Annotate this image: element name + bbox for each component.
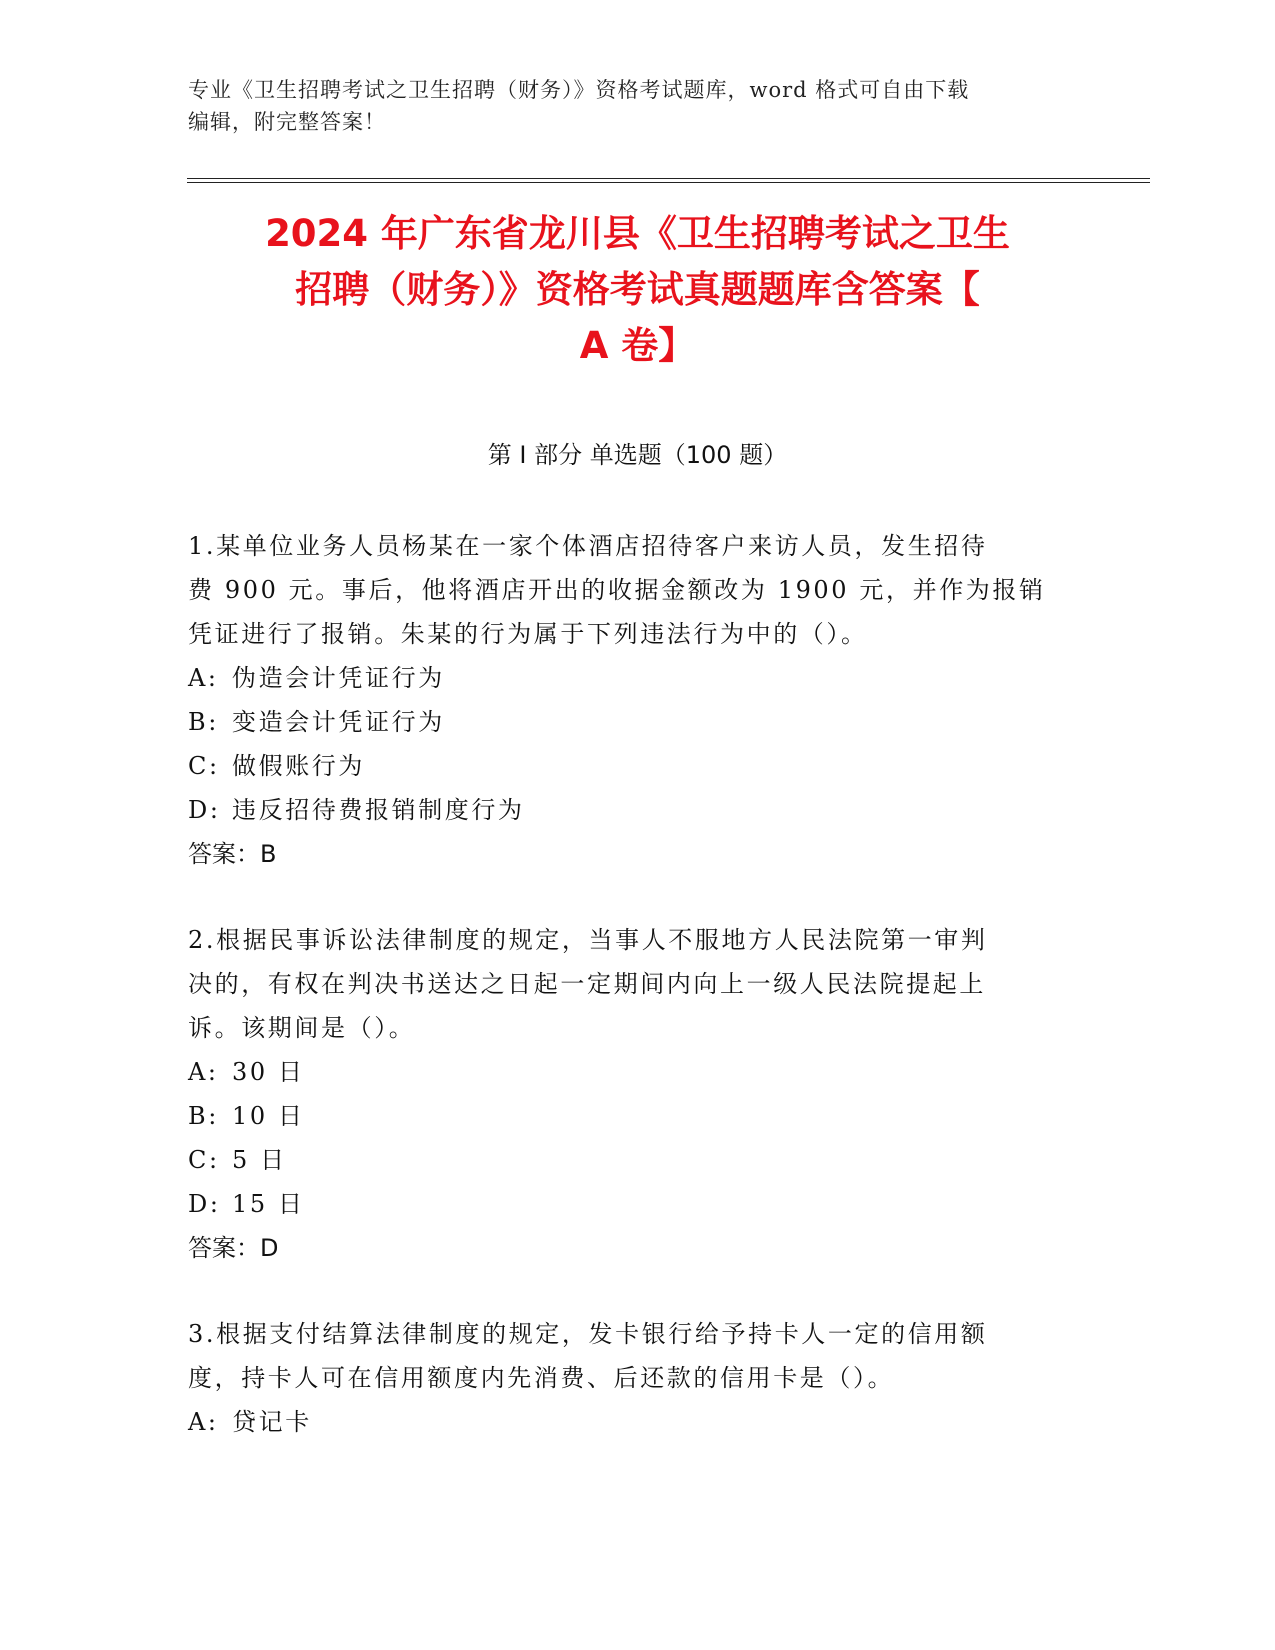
option-text: 变造会计凭证行为	[232, 708, 445, 736]
option-letter: A:	[188, 1058, 219, 1086]
question-stem-line: 2.根据民事诉讼法律制度的规定，当事人不服地方人民法院第一审判	[188, 926, 988, 954]
header-note	[188, 74, 1088, 138]
option-letter: B:	[188, 708, 219, 736]
header-note-line-1: 专业《卫生招聘考试之卫生招聘（财务）》资格考试题库，word 格式可自由下载	[188, 78, 970, 102]
question-stem-line: 诉。该期间是（）。	[188, 1014, 416, 1042]
question-stem-line: 度，持卡人可在信用额度内先消费、后还款的信用卡是（）。	[188, 1364, 895, 1392]
option-letter: D:	[188, 796, 221, 824]
title-line-2: 招聘（财务）》资格考试真题题库含答案【	[295, 268, 980, 311]
option-text: 伪造会计凭证行为	[232, 664, 445, 692]
option-text: 5 日	[232, 1146, 287, 1174]
header-note-line-2: 编辑，附完整答案！	[188, 110, 386, 134]
question-3	[188, 1312, 1088, 1444]
title-line-3: A 卷】	[579, 324, 696, 367]
option-text: 违反招待费报销制度行为	[232, 796, 525, 824]
question-stem-line: 凭证进行了报销。朱某的行为属于下列违法行为中的（）。	[188, 620, 868, 648]
option-letter: C:	[188, 1146, 220, 1174]
answer-line: 答案：B	[188, 840, 277, 868]
option-text: 贷记卡	[232, 1408, 312, 1436]
option-letter: D:	[188, 1190, 221, 1218]
option-letter: C:	[188, 752, 220, 780]
option-b	[188, 1094, 1088, 1138]
document-title	[170, 206, 1105, 374]
option-a	[188, 1050, 1088, 1094]
question-stem-line: 决的，有权在判决书送达之日起一定期间内向上一级人民法院提起上	[188, 970, 986, 998]
option-d	[188, 788, 1088, 832]
option-letter: A:	[188, 664, 219, 692]
question-2	[188, 918, 1088, 1270]
option-a	[188, 1400, 1088, 1444]
answer-line: 答案：D	[188, 1234, 279, 1262]
question-1	[188, 524, 1088, 876]
option-text: 做假账行为	[232, 752, 365, 780]
option-text: 15 日	[232, 1190, 305, 1218]
option-letter: A:	[188, 1408, 219, 1436]
title-line-1: 2024 年广东省龙川县《卫生招聘考试之卫生	[265, 212, 1010, 255]
question-stem-line: 3.根据支付结算法律制度的规定，发卡银行给予持卡人一定的信用额	[188, 1320, 988, 1348]
option-d	[188, 1182, 1088, 1226]
option-b	[188, 700, 1088, 744]
option-letter: B:	[188, 1102, 219, 1130]
question-stem-line: 1.某单位业务人员杨某在一家个体酒店招待客户来访人员，发生招待	[188, 532, 988, 560]
option-c	[188, 744, 1088, 788]
option-a	[188, 656, 1088, 700]
option-text: 30 日	[232, 1058, 305, 1086]
question-list	[188, 524, 1088, 1486]
question-stem-line: 费 900 元。事后，他将酒店开出的收据金额改为 1900 元，并作为报销	[188, 576, 1046, 604]
section-heading: 第 I 部分 单选题（100 题）	[487, 441, 788, 469]
option-text: 10 日	[232, 1102, 305, 1130]
header-divider	[187, 178, 1150, 183]
option-c	[188, 1138, 1088, 1182]
